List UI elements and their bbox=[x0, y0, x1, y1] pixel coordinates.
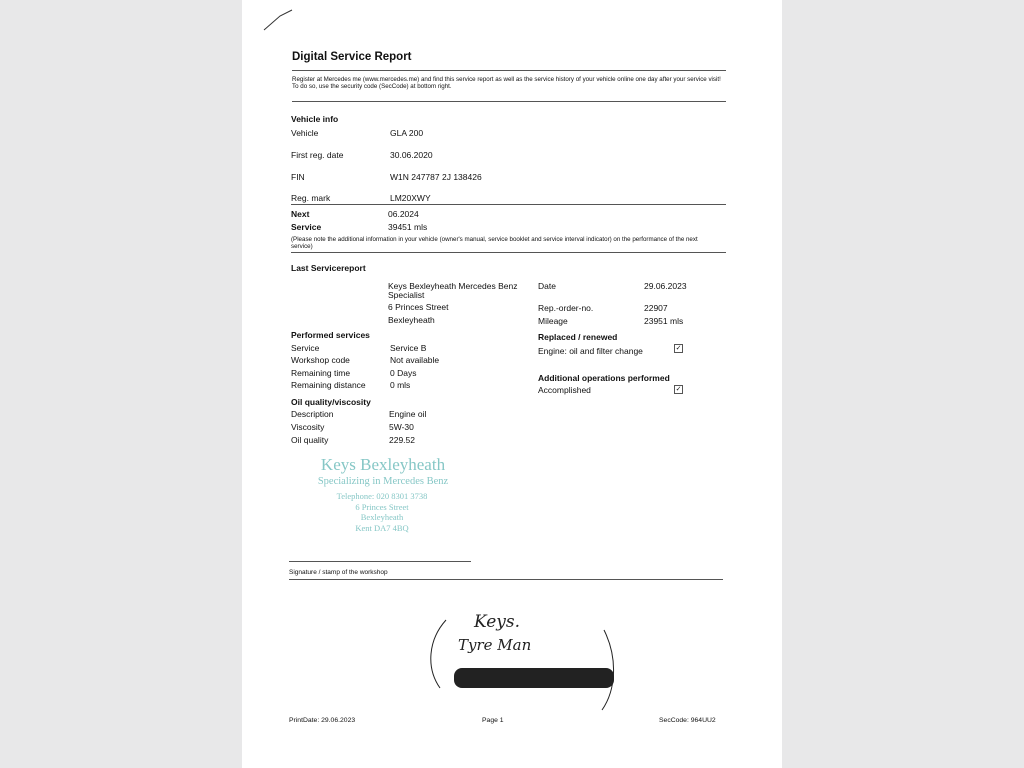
order-label: Rep.-order-no. bbox=[538, 303, 594, 313]
date-value: 29.06.2023 bbox=[644, 281, 687, 291]
additional-ops-heading: Additional operations performed bbox=[538, 373, 670, 383]
intro-text: Register at Mercedes me (www.mercedes.me) and find this service report as well as the service history of your vehicle online one day after your service visit! To do so, use the security code (SecCode) at bottom right. bbox=[292, 76, 721, 90]
oil-quality-label: Oil quality bbox=[291, 435, 329, 445]
report-title: Digital Service Report bbox=[292, 51, 412, 63]
mileage-label: Mileage bbox=[538, 316, 568, 326]
workshop-code-value: Not available bbox=[390, 355, 440, 365]
oil-description-label: Description bbox=[291, 409, 334, 419]
first-reg-label: First reg. date bbox=[291, 150, 344, 160]
sec-code: SecCode: 964UU2 bbox=[659, 717, 716, 724]
remaining-distance-value: 0 mls bbox=[390, 380, 411, 390]
handwritten-tyre-man: Tyre Man bbox=[458, 636, 532, 654]
replaced-item: Engine: oil and filter change bbox=[538, 346, 643, 356]
fin-label: FIN bbox=[291, 172, 305, 182]
oil-viscosity-label: Viscosity bbox=[291, 422, 325, 432]
stamp-county: Kent DA7 4BQ bbox=[355, 523, 409, 533]
fin-value: W1N 247787 2J 138426 bbox=[390, 172, 482, 182]
dealer-name: Keys Bexleyheath Mercedes Benz bbox=[388, 281, 518, 291]
divider bbox=[292, 70, 726, 71]
dealer-specialist: Specialist bbox=[388, 290, 425, 300]
remaining-time-label: Remaining time bbox=[291, 368, 351, 378]
checkbox-checked-icon: ✓ bbox=[675, 386, 682, 393]
vehicle-label: Vehicle bbox=[291, 128, 319, 138]
divider bbox=[291, 204, 726, 205]
service-report-page bbox=[242, 0, 782, 768]
signature-label: Signature / stamp of the workshop bbox=[289, 569, 388, 576]
mileage-value: 23951 mls bbox=[644, 316, 684, 326]
handwritten-keys: Keys. bbox=[474, 612, 521, 632]
signature-line bbox=[289, 561, 471, 562]
next-label: Next bbox=[291, 209, 310, 219]
vehicle-info-heading: Vehicle info bbox=[291, 114, 339, 124]
checkbox-checked-icon: ✓ bbox=[675, 345, 682, 352]
stamp-telephone: Telephone: 020 8301 3738 bbox=[336, 491, 428, 501]
next-service-label: Service bbox=[291, 222, 322, 232]
stamp-town: Bexleyheath bbox=[360, 512, 404, 522]
reg-mark-value: LM20XWY bbox=[390, 193, 431, 203]
pen-stroke-mark bbox=[260, 6, 300, 34]
order-value: 22907 bbox=[644, 303, 668, 313]
oil-quality-value: 229.52 bbox=[389, 435, 415, 445]
oil-viscosity-value: 5W-30 bbox=[389, 422, 414, 432]
remaining-time-value: 0 Days bbox=[390, 368, 417, 378]
next-value: 06.2024 bbox=[388, 209, 419, 219]
additional-ops-item: Accomplished bbox=[538, 385, 591, 395]
date-label: Date bbox=[538, 281, 556, 291]
last-servicereport-heading: Last Servicereport bbox=[291, 263, 366, 273]
next-service-value: 39451 mls bbox=[388, 222, 428, 232]
vehicle-value: GLA 200 bbox=[390, 128, 424, 138]
stamp-street: 6 Princes Street bbox=[355, 502, 409, 512]
page-number: Page 1 bbox=[482, 717, 504, 724]
oil-heading: Oil quality/viscosity bbox=[291, 397, 371, 407]
dealer-street: 6 Princes Street bbox=[388, 302, 449, 312]
next-service-note: (Please note the additional information in your vehicle (owner's manual, service booklet and service interval indicator) on the performance of the next service) bbox=[291, 236, 698, 250]
service-value: Service B bbox=[390, 343, 427, 353]
dealer-town: Bexleyheath bbox=[388, 315, 435, 325]
replaced-heading: Replaced / renewed bbox=[538, 332, 618, 342]
divider bbox=[291, 252, 726, 253]
service-label: Service bbox=[291, 343, 320, 353]
remaining-distance-label: Remaining distance bbox=[291, 380, 366, 390]
stamp-name: Keys Bexleyheath bbox=[320, 455, 446, 474]
workshop-code-label: Workshop code bbox=[291, 355, 350, 365]
stamp-tagline: Specializing in Mercedes Benz bbox=[317, 476, 449, 487]
print-date: PrintDate: 29.06.2023 bbox=[289, 717, 356, 724]
handwritten-brackets bbox=[422, 610, 622, 720]
divider bbox=[289, 579, 723, 580]
oil-description-value: Engine oil bbox=[389, 409, 427, 419]
redaction-scribble bbox=[454, 668, 614, 688]
performed-services-heading: Performed services bbox=[291, 330, 370, 340]
first-reg-value: 30.06.2020 bbox=[390, 150, 433, 160]
reg-mark-label: Reg. mark bbox=[291, 193, 331, 203]
divider bbox=[292, 101, 726, 102]
